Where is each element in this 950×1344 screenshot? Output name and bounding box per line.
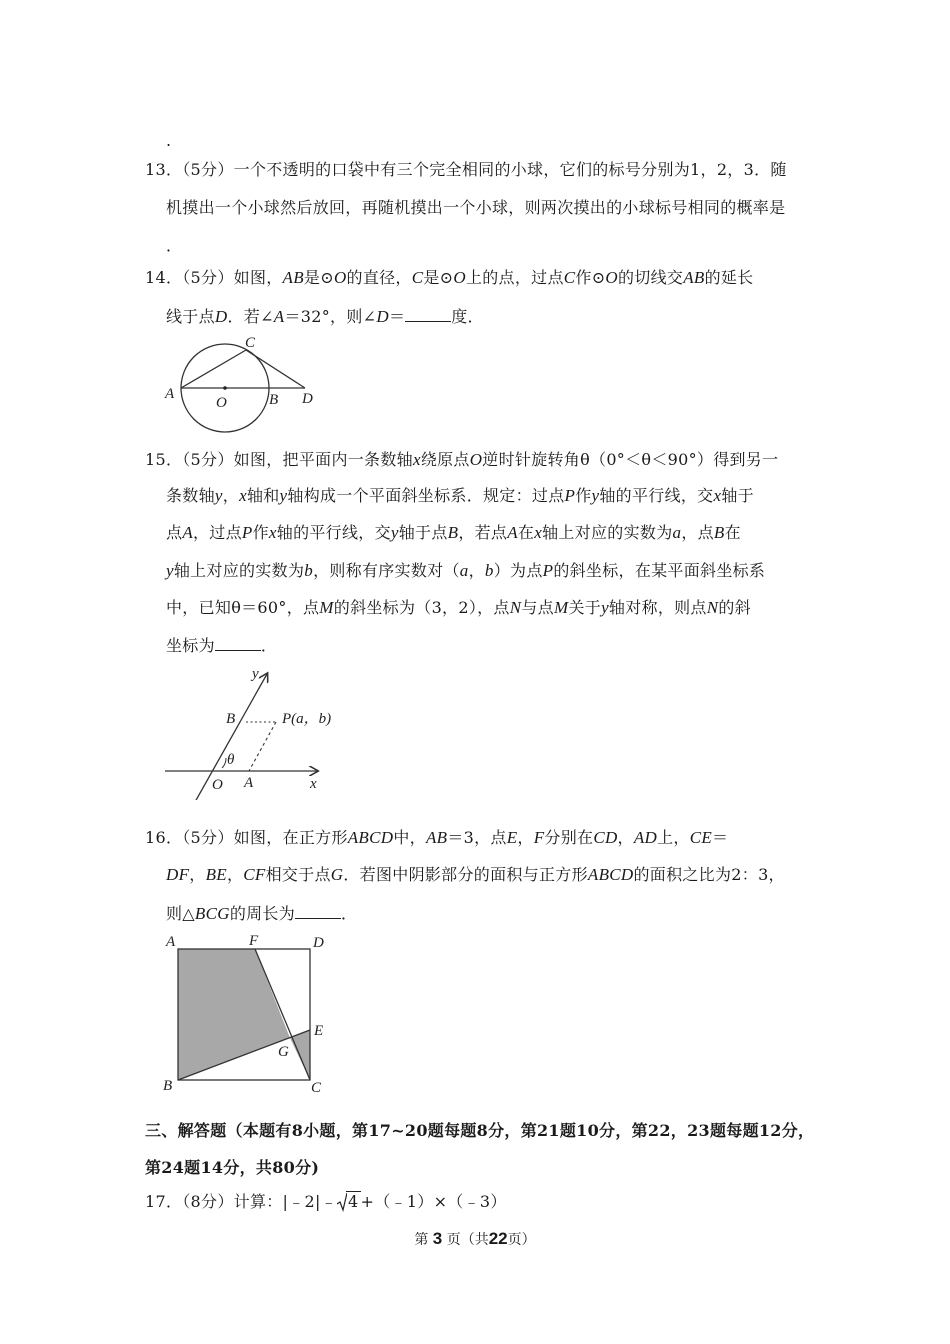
label-o: O (212, 777, 223, 793)
label-a: A (165, 386, 175, 402)
q13-line1: 13．（5分）一个不透明的口袋中有三个完全相同的小球，它们的标号分别为1，2，3．随 (145, 160, 787, 179)
page-number: 3 (432, 1229, 443, 1248)
label-x: x (310, 776, 317, 792)
q14-line1: 14．（5分）如图，AB是⊙O的直径，C是⊙O上的点，过点C作⊙O的切线交AB的延长 (145, 268, 754, 287)
section3-heading-line2: 第24题14分，共80分) (145, 1158, 320, 1177)
label-b: B (226, 711, 236, 727)
q15-line5: 中，已知θ＝60°，点M的斜坐标为（3，2），点N与点M关于y轴对称，则点N的斜 (166, 598, 751, 617)
q13-line3: ． (166, 236, 183, 255)
q15-line3: 点A，过点P作x轴的平行线，交y轴于点B，若点A在x轴上对应的实数为a，点B在 (166, 523, 741, 542)
tangent-cd (246, 350, 305, 388)
q16-line2: DF，BE，CF相交于点G．若图中阴影部分的面积与正方形ABCD的面积之比为2：3， (166, 865, 785, 884)
q16-line3: 则△BCG的周长为 ． (166, 904, 358, 923)
sqrt-symbol: 4 (337, 1192, 360, 1212)
label-o: O (216, 395, 227, 411)
q14-answer-blank[interactable] (405, 306, 451, 322)
q13-line2: 机摸出一个小球然后放回，再随机摸出一个小球，则两次摸出的小球标号相同的概率是 (166, 198, 786, 217)
q16-figure (160, 928, 340, 1098)
q16-line1: 16．（5分）如图，在正方形ABCD中，AB＝3，点E，F分别在CD，AD上，CE＝ (145, 828, 729, 847)
label-c: C (245, 335, 256, 351)
label-b: B (269, 392, 279, 408)
section3-heading-line1: 三、解答题（本题有8小题，第17~20题每题8分，第21题10分，第22，23题每题12分， (145, 1121, 815, 1140)
q16-answer-blank[interactable] (295, 903, 341, 919)
q15-line2: 条数轴y，x轴和y轴构成一个平面斜坐标系．规定：过点P作y轴的平行线，交x轴于 (166, 486, 754, 505)
label-f: F (249, 933, 259, 949)
label-d: D (302, 391, 313, 407)
q15-line6: 坐标为 ． (166, 636, 278, 655)
q15-line4: y轴上对应的实数为b，则称有序实数对（a，b）为点P的斜坐标，在某平面斜坐标系 (166, 561, 766, 580)
label-g: G (278, 1044, 289, 1060)
label-d: D (313, 935, 324, 951)
dash-pa (249, 722, 276, 771)
label-c: C (311, 1080, 322, 1096)
label-y: y (252, 666, 259, 682)
y-axis (195, 674, 267, 800)
page-footer: 第 3 页（共22页） (414, 1229, 536, 1248)
label-a: A (244, 775, 254, 791)
q15-figure (160, 660, 360, 800)
q15-answer-blank[interactable] (215, 635, 261, 651)
label-e: E (314, 1023, 324, 1039)
q14-line2: 线于点D．若∠A＝32°，则∠D＝ 度． (166, 307, 484, 326)
center-dot (223, 386, 227, 390)
theta-arc (222, 758, 226, 768)
q17-line: 17．（8分）计算：|﹣2|﹣ 4 +（﹣1）×（﹣3） (145, 1192, 507, 1211)
q15-line1: 15．（5分）如图，把平面内一条数轴x绕原点O逆时针旋转角θ（0°＜θ＜90°）得到另一 (145, 450, 779, 469)
q14-figure (160, 330, 320, 440)
label-p: P(a，b) (282, 711, 332, 727)
line-ac (181, 350, 246, 388)
page-total: 22 (488, 1229, 508, 1248)
shaded-region-abgf (178, 949, 290, 1080)
label-b: B (163, 1078, 173, 1094)
radical-sign-icon (337, 1192, 347, 1212)
q12-tail: . (166, 131, 172, 150)
label-a: A (166, 934, 176, 950)
label-theta: θ (227, 752, 235, 768)
